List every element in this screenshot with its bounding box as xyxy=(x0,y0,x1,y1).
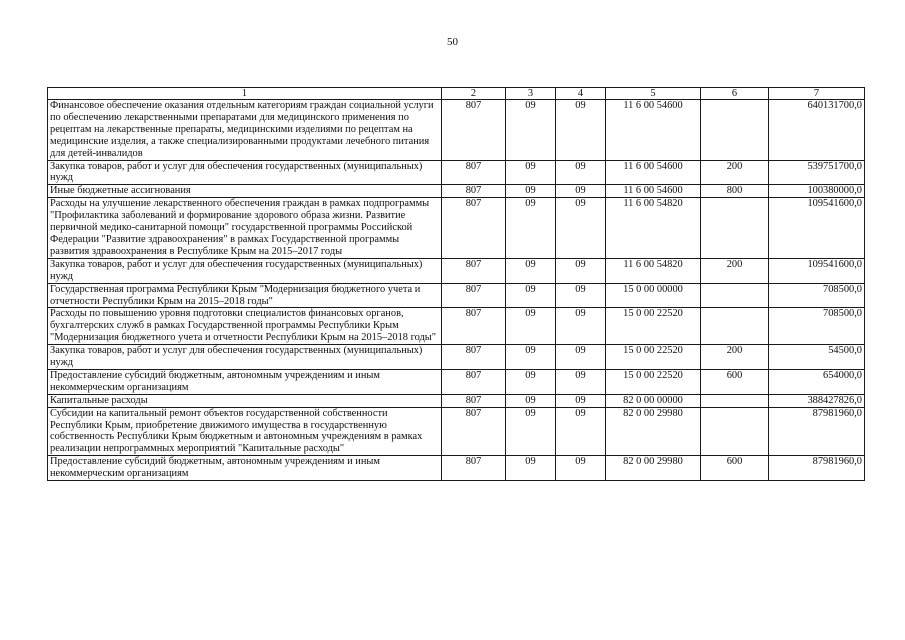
row-name: Расходы на улучшение лекарственного обеспечения граждан в рамках подпрограммы "Профилактика заболеваний и формирование здорового образа жизни. Развитие первичной медико-санитарной помощи" государственной программы Российской Федерации "Развитие здравоохранения" в рамках Государственной программы развития здравоохранения в Республике Крым на 2015–2017 годы xyxy=(48,198,442,259)
target-code: 11 6 00 54600 xyxy=(606,100,701,161)
target-code: 11 6 00 54600 xyxy=(606,160,701,185)
ministry-code: 807 xyxy=(442,185,506,198)
section-code: 09 xyxy=(506,185,556,198)
section-code: 09 xyxy=(506,345,556,370)
ministry-code: 807 xyxy=(442,456,506,481)
ministry-code: 807 xyxy=(442,407,506,456)
amount: 654000,0 xyxy=(769,369,865,394)
section-code: 09 xyxy=(506,160,556,185)
page-number: 50 xyxy=(447,36,458,48)
subsection-code: 09 xyxy=(556,100,606,161)
subsection-code: 09 xyxy=(556,369,606,394)
section-code: 09 xyxy=(506,394,556,407)
row-name: Субсидии на капитальный ремонт объектов государственной собственности Республики Крым, приобретение движимого имущества в государственную собственность Республики Крым бюджетным и автономным учреждениям в рамках реализации непрограммных мероприятий "Капитальные расходы" xyxy=(48,407,442,456)
amount: 708500,0 xyxy=(769,283,865,308)
expense-type-code: 600 xyxy=(701,369,769,394)
section-code: 09 xyxy=(506,100,556,161)
target-code: 11 6 00 54600 xyxy=(606,185,701,198)
column-header: 3 xyxy=(506,88,556,100)
header-row xyxy=(48,88,865,100)
row-name: Государственная программа Республики Крым "Модернизация бюджетного учета и отчетности Республики Крым на 2015–2018 годы" xyxy=(48,283,442,308)
table-row xyxy=(48,283,865,308)
section-code: 09 xyxy=(506,198,556,259)
ministry-code: 807 xyxy=(442,100,506,161)
subsection-code: 09 xyxy=(556,308,606,345)
table-row xyxy=(48,185,865,198)
target-code: 15 0 00 22520 xyxy=(606,308,701,345)
expense-type-code: 200 xyxy=(701,160,769,185)
column-header: 7 xyxy=(769,88,865,100)
amount: 640131700,0 xyxy=(769,100,865,161)
budget-table xyxy=(47,87,865,481)
target-code: 82 0 00 29980 xyxy=(606,456,701,481)
expense-type-code xyxy=(701,100,769,161)
subsection-code: 09 xyxy=(556,258,606,283)
row-name: Капитальные расходы xyxy=(48,394,442,407)
target-code: 15 0 00 22520 xyxy=(606,369,701,394)
table-body xyxy=(48,100,865,481)
table-row xyxy=(48,345,865,370)
amount: 109541600,0 xyxy=(769,258,865,283)
amount: 87981960,0 xyxy=(769,407,865,456)
table-row xyxy=(48,456,865,481)
column-header: 6 xyxy=(701,88,769,100)
column-header: 2 xyxy=(442,88,506,100)
expense-type-code xyxy=(701,407,769,456)
expense-type-code xyxy=(701,198,769,259)
target-code: 15 0 00 22520 xyxy=(606,345,701,370)
row-name: Расходы по повышению уровня подготовки специалистов финансовых органов, бухгалтерских служб в рамках Государственной программы Республики Крым "Модернизация бюджетного учета и отчетности Республики Крым на 2015–2018 годы" xyxy=(48,308,442,345)
ministry-code: 807 xyxy=(442,308,506,345)
target-code: 82 0 00 29980 xyxy=(606,407,701,456)
expense-type-code xyxy=(701,308,769,345)
row-name: Предоставление субсидий бюджетным, автономным учреждениям и иным некоммерческим организациям xyxy=(48,369,442,394)
section-code: 09 xyxy=(506,369,556,394)
table-row xyxy=(48,308,865,345)
table-row xyxy=(48,369,865,394)
section-code: 09 xyxy=(506,308,556,345)
row-name: Закупка товаров, работ и услуг для обеспечения государственных (муниципальных) нужд xyxy=(48,160,442,185)
amount: 708500,0 xyxy=(769,308,865,345)
row-name: Иные бюджетные ассигнования xyxy=(48,185,442,198)
amount: 388427826,0 xyxy=(769,394,865,407)
ministry-code: 807 xyxy=(442,160,506,185)
table-row xyxy=(48,100,865,161)
ministry-code: 807 xyxy=(442,198,506,259)
subsection-code: 09 xyxy=(556,345,606,370)
amount: 54500,0 xyxy=(769,345,865,370)
target-code: 11 6 00 54820 xyxy=(606,198,701,259)
column-header: 4 xyxy=(556,88,606,100)
subsection-code: 09 xyxy=(556,185,606,198)
amount: 100380000,0 xyxy=(769,185,865,198)
row-name: Предоставление субсидий бюджетным, автономным учреждениям и иным некоммерческим организациям xyxy=(48,456,442,481)
expense-type-code: 600 xyxy=(701,456,769,481)
row-name: Финансовое обеспечение оказания отдельным категориям граждан социальной услуги по обеспечению лекарственными препаратами для медицинского применения по рецептам на лекарственные препараты, медицинскими изделиями по рецептам на медицинские изделия, а также специализированными продуктами лечебного питания для детей-инвалидов xyxy=(48,100,442,161)
subsection-code: 09 xyxy=(556,394,606,407)
target-code: 15 0 00 00000 xyxy=(606,283,701,308)
target-code: 11 6 00 54820 xyxy=(606,258,701,283)
column-header: 5 xyxy=(606,88,701,100)
table-row xyxy=(48,407,865,456)
ministry-code: 807 xyxy=(442,394,506,407)
column-header: 1 xyxy=(48,88,442,100)
expense-type-code: 800 xyxy=(701,185,769,198)
table-row xyxy=(48,258,865,283)
subsection-code: 09 xyxy=(556,283,606,308)
row-name: Закупка товаров, работ и услуг для обеспечения государственных (муниципальных) нужд xyxy=(48,345,442,370)
subsection-code: 09 xyxy=(556,456,606,481)
section-code: 09 xyxy=(506,283,556,308)
subsection-code: 09 xyxy=(556,407,606,456)
ministry-code: 807 xyxy=(442,283,506,308)
section-code: 09 xyxy=(506,456,556,481)
expense-type-code xyxy=(701,394,769,407)
row-name: Закупка товаров, работ и услуг для обеспечения государственных (муниципальных) нужд xyxy=(48,258,442,283)
expense-type-code: 200 xyxy=(701,258,769,283)
expense-type-code: 200 xyxy=(701,345,769,370)
target-code: 82 0 00 00000 xyxy=(606,394,701,407)
amount: 87981960,0 xyxy=(769,456,865,481)
section-code: 09 xyxy=(506,258,556,283)
section-code: 09 xyxy=(506,407,556,456)
ministry-code: 807 xyxy=(442,258,506,283)
table-row xyxy=(48,160,865,185)
expense-type-code xyxy=(701,283,769,308)
amount: 109541600,0 xyxy=(769,198,865,259)
table-row xyxy=(48,198,865,259)
ministry-code: 807 xyxy=(442,345,506,370)
subsection-code: 09 xyxy=(556,198,606,259)
amount: 539751700,0 xyxy=(769,160,865,185)
subsection-code: 09 xyxy=(556,160,606,185)
table-row xyxy=(48,394,865,407)
ministry-code: 807 xyxy=(442,369,506,394)
